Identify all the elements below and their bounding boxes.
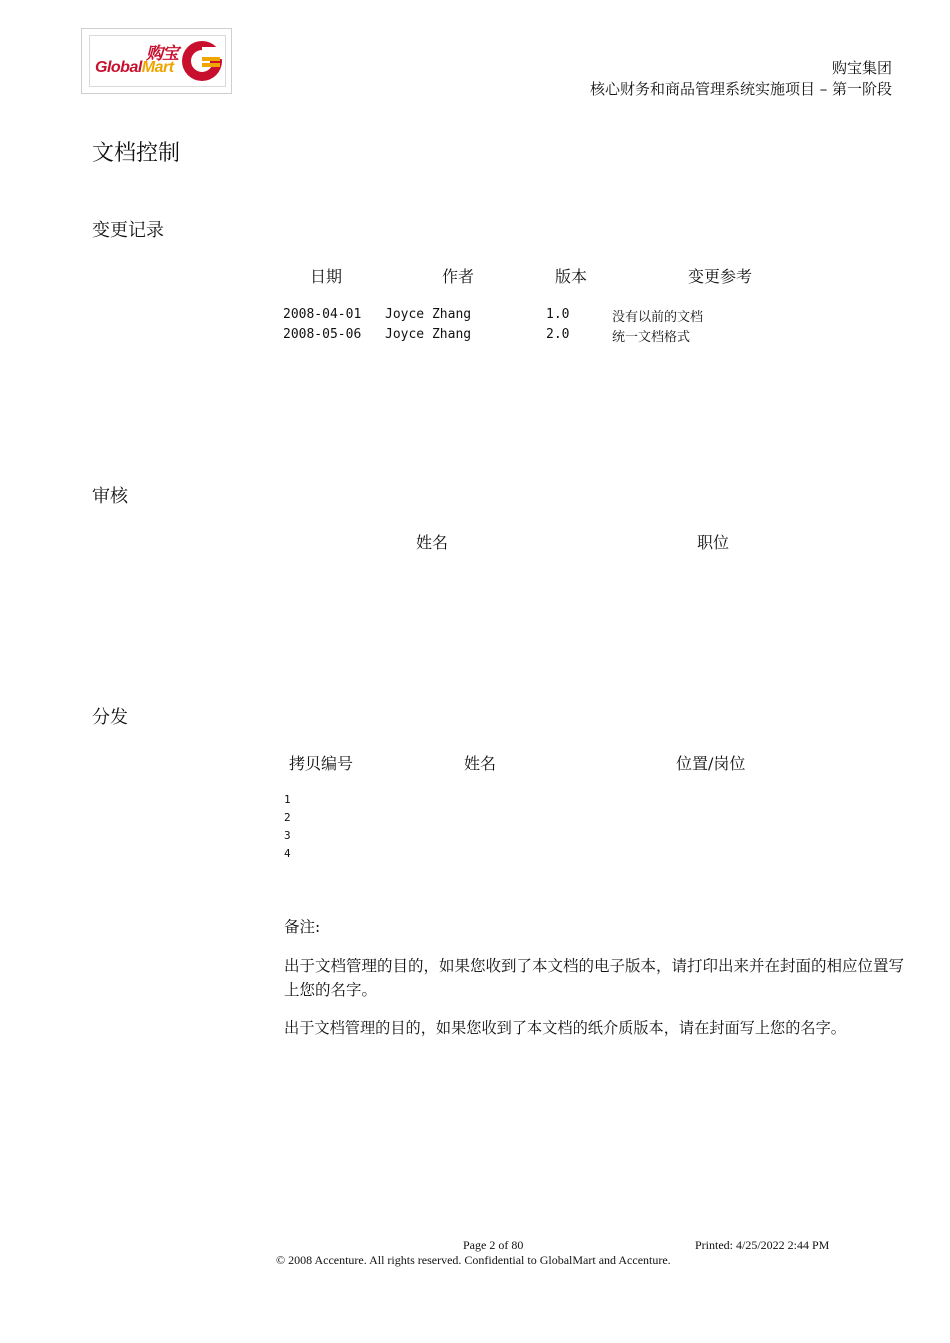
- change-log-row1-version: 1.0: [546, 307, 570, 322]
- page-title: 文档控制: [92, 141, 181, 166]
- distribution-heading: 分发: [92, 707, 128, 728]
- distribution-col-location: 位置/岗位: [676, 754, 746, 773]
- distribution-col-name: 姓名: [464, 754, 497, 773]
- header-project: 核心财务和商品管理系统实施项目 – 第一阶段: [589, 80, 892, 98]
- review-heading: 审核: [92, 486, 128, 507]
- footer-page-number: Page 2 of 80: [463, 1238, 524, 1252]
- distribution-col-copy-number: 拷贝编号: [289, 754, 354, 773]
- review-col-name: 姓名: [416, 533, 449, 552]
- change-log-col-author: 作者: [442, 267, 475, 286]
- change-log-row2-version: 2.0: [546, 327, 570, 342]
- change-log-row2-author: Joyce Zhang: [385, 327, 472, 342]
- change-log-row1-date: 2008-04-01: [283, 307, 362, 322]
- change-log-col-date: 日期: [310, 267, 343, 286]
- logo-box: [89, 35, 226, 87]
- footer-printed-date: Printed: 4/25/2022 2:44 PM: [695, 1238, 830, 1252]
- distribution-copy-3: 3: [284, 829, 291, 842]
- review-col-position: 职位: [697, 533, 730, 552]
- notes-paragraph-1: 出于文档管理的目的，如果您收到了本文档的电子版本，请打印出来并在封面的相应位置写上您的名字。: [284, 957, 905, 999]
- distribution-copy-4: 4: [284, 847, 291, 860]
- change-log-row1-author: Joyce Zhang: [385, 307, 472, 322]
- logo-english-text: [95, 59, 174, 77]
- logo-g-emblem-icon: [180, 39, 225, 84]
- change-log-heading: 变更记录: [92, 220, 164, 241]
- header-company: 购宝集团: [831, 59, 892, 77]
- notes-paragraph-2: 出于文档管理的目的，如果您收到了本文档的纸介质版本，请在封面写上您的名字。: [284, 1019, 846, 1037]
- distribution-copy-2: 2: [284, 811, 291, 824]
- change-log-row1-reference: 没有以前的文档: [612, 310, 704, 325]
- change-log-col-reference: 变更参考: [688, 267, 753, 286]
- logo-english-mart: Mart: [141, 59, 174, 76]
- change-log-row2-reference: 统一文档格式: [612, 330, 691, 345]
- company-logo: [81, 28, 232, 94]
- change-log-col-version: 版本: [555, 267, 588, 286]
- notes-label: 备注:: [284, 918, 321, 936]
- logo-english-global: Global: [95, 59, 142, 76]
- change-log-row2-date: 2008-05-06: [283, 327, 362, 342]
- footer-copyright: © 2008 Accenture. All rights reserved. Confidential to GlobalMart and Accenture.: [276, 1253, 671, 1267]
- logo-chinese-text: 购宝: [146, 44, 178, 64]
- distribution-copy-1: 1: [284, 793, 291, 806]
